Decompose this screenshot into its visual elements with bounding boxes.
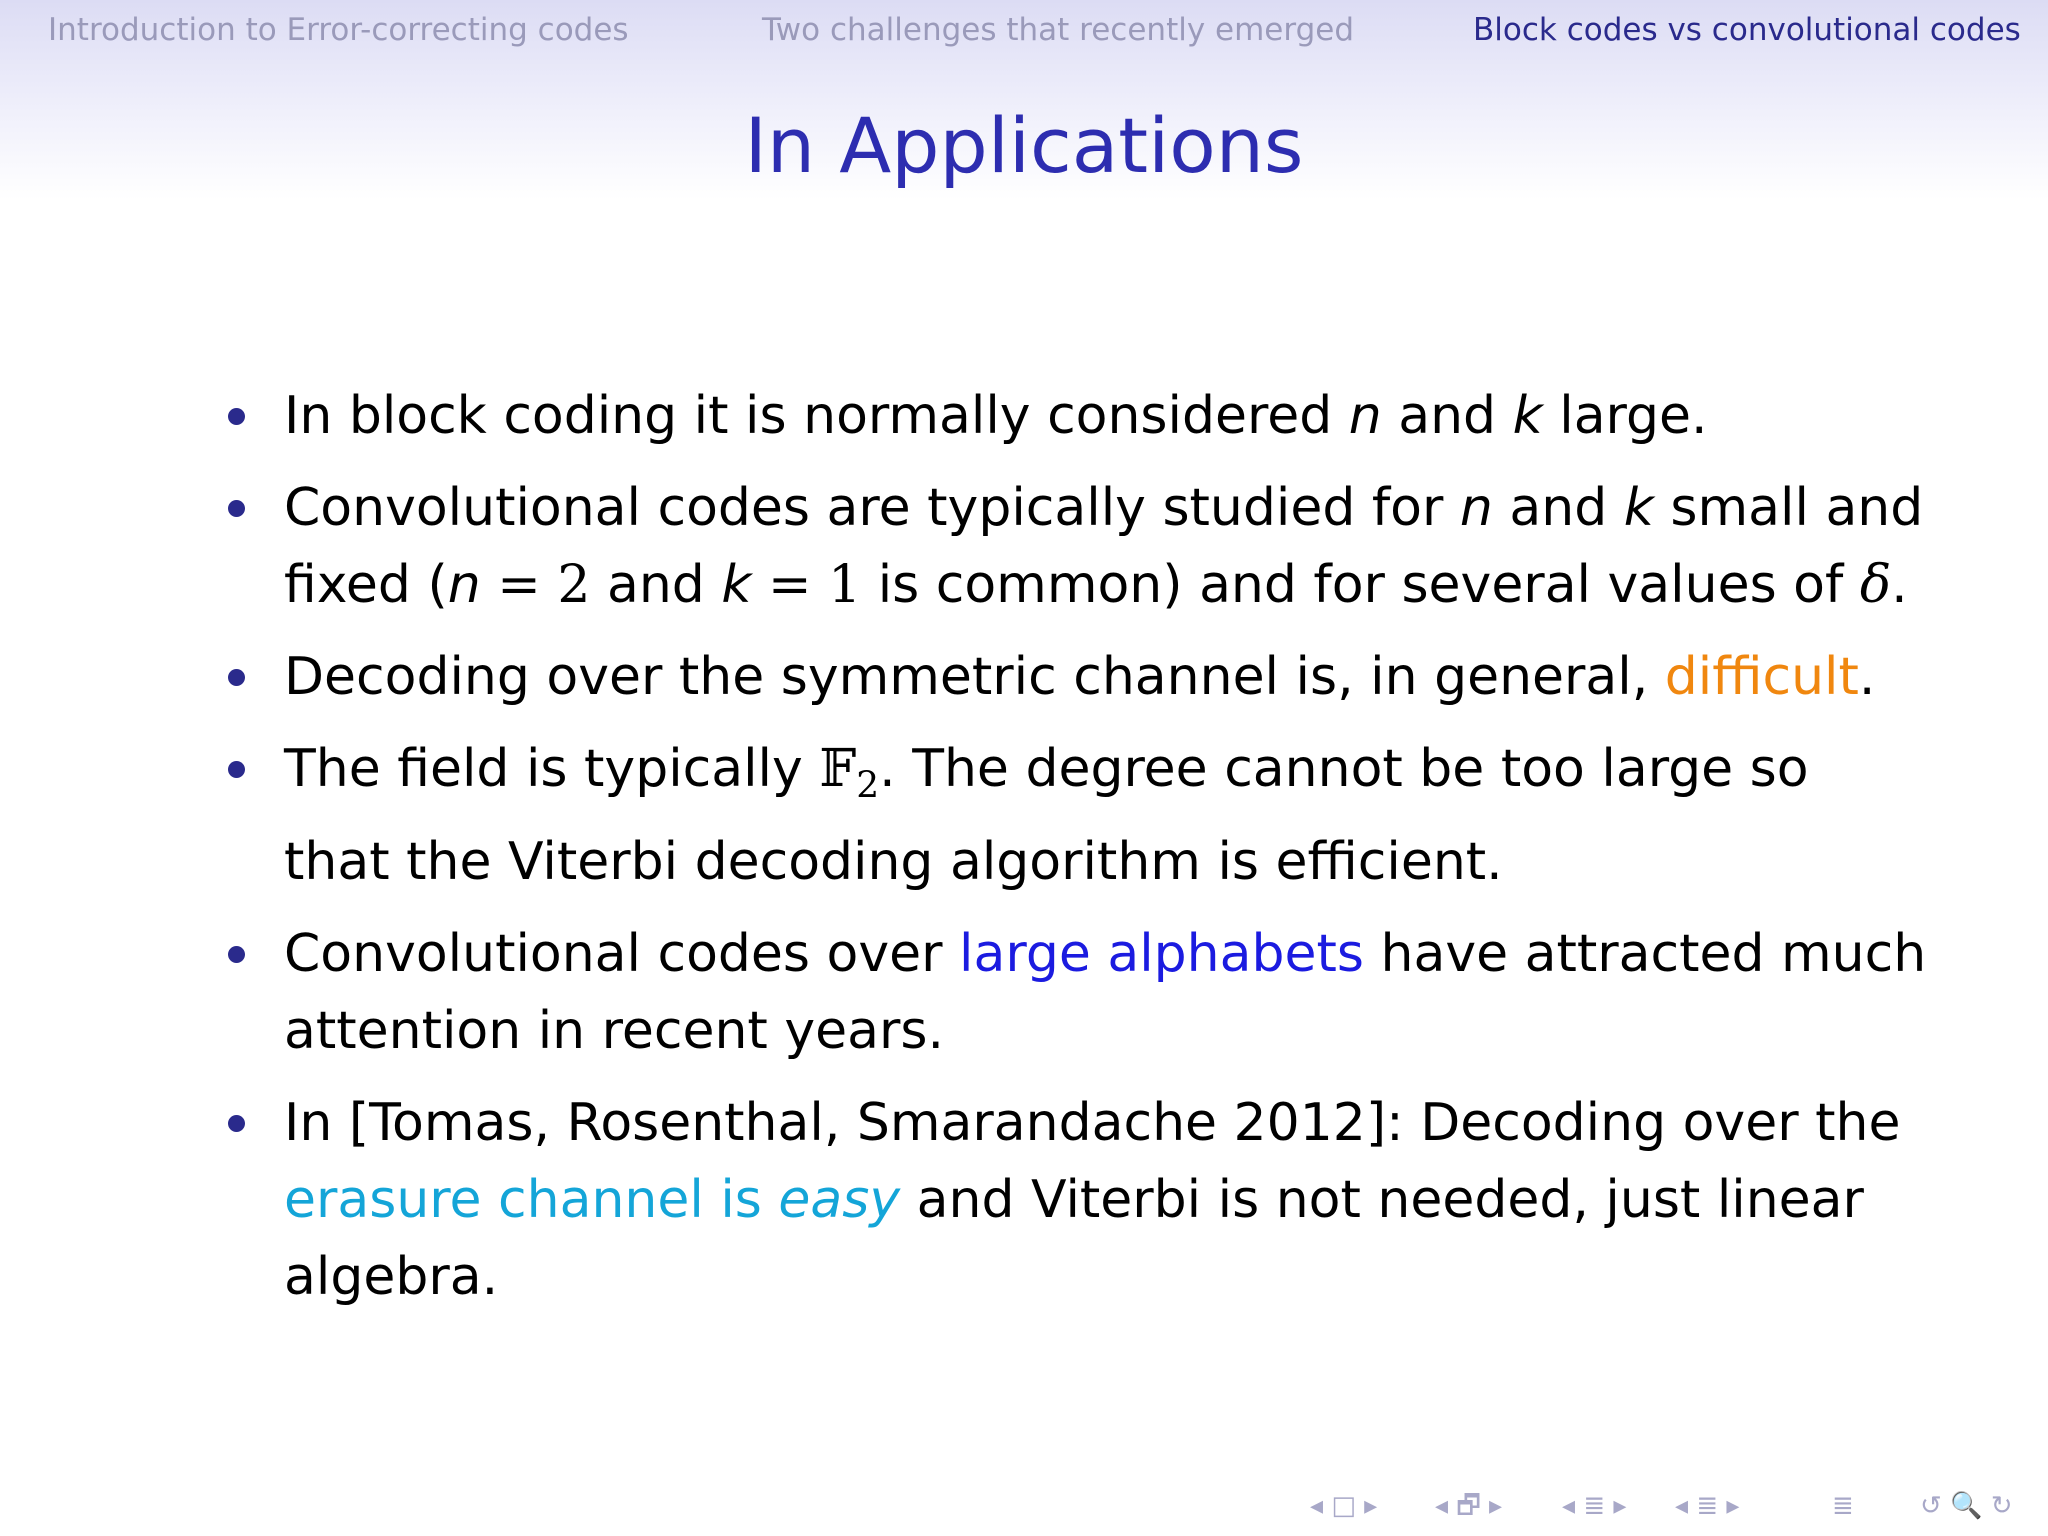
text: In block coding it is normally considered [284,386,1349,446]
subsection-nav-icon[interactable]: ◂ 🗗 ▸ [1435,1491,1503,1521]
nav-section-challenges[interactable]: Two challenges that recently emerged [762,12,1355,48]
math-equals-1: = 1 [751,555,862,615]
text: fixed ( [284,555,448,615]
math-field-symbol: 𝔽 [819,739,857,799]
math-delta: δ [1859,555,1892,615]
slide-title: In Applications [744,101,1304,190]
highlight-large-alphabets: large alphabets [959,924,1364,985]
bullet-item-erasure-channel [226,1085,1906,1316]
math-n: n [1459,478,1493,538]
nav-section-block-vs-convolutional[interactable]: Block codes vs convolutional codes [1473,12,2021,48]
align-icon[interactable]: ≣ [1832,1491,1854,1521]
bullet-item-convolutional-small [226,470,1924,624]
text: and [1492,478,1624,538]
bullet-item-large-alphabets [226,916,1927,1070]
bullet-list [226,378,1927,1331]
math-n: n [1348,386,1382,446]
bullet-item-block-coding [226,378,1906,455]
text: that the Viterbi decoding algorithm is efficient. [284,832,1503,893]
bullet-icon [228,500,245,517]
math-k: k [1623,478,1654,538]
nav-section-intro[interactable]: Introduction to Error-correcting codes [48,12,629,48]
text: and Viterbi is not needed, just linear [900,1170,1864,1231]
highlight-easy: easy [778,1170,901,1231]
highlight-erasure-channel: erasure channel is [284,1170,779,1231]
beamer-navigation-symbols [1310,1488,2030,1524]
math-k: k [1512,386,1543,446]
search-icon[interactable]: ↺ 🔍 ↻ [1920,1491,2013,1521]
section-nav-icon[interactable]: ◂ ≣ ▸ [1562,1491,1627,1521]
bullet-item-symmetric-channel [226,639,1906,716]
text: algebra. [284,1247,499,1308]
text: is common) and for several values of [861,555,1860,615]
text: The field is typically [284,739,820,799]
bullet-icon [228,946,245,963]
section2-nav-icon[interactable]: ◂ ≣ ▸ [1675,1491,1740,1521]
highlight-difficult: difficult [1664,647,1859,707]
text: Convolutional codes are typically studied for [284,478,1460,538]
bullet-icon [228,669,245,686]
math-k: k [721,555,752,615]
math-n: n [447,555,481,615]
text: and [1381,386,1513,446]
bullet-icon [228,761,245,778]
text: In [Tomas, Rosenthal, Smarandache 2012]: Decoding over the [284,1093,1901,1154]
text: . The degree cannot be too large so [879,739,1809,799]
text: . [1858,647,1876,707]
text: Decoding over the symmetric channel is, in general, [284,647,1665,707]
frame-nav-icon[interactable]: ◂ □ ▸ [1310,1491,1378,1521]
bullet-item-field-f2 [226,731,1906,901]
bullet-icon [228,1115,245,1132]
text: large. [1542,386,1708,446]
bullet-icon [228,408,245,425]
math-equals-2: = 2 [480,555,591,615]
section-navigation [0,8,2048,52]
text: and [590,555,722,615]
text: have attracted much [1363,924,1927,985]
math-subscript: 2 [856,765,880,807]
text: . [1891,555,1908,615]
text: attention in recent years. [284,1001,944,1062]
text: small and [1653,478,1924,538]
text: Convolutional codes over [284,924,960,985]
